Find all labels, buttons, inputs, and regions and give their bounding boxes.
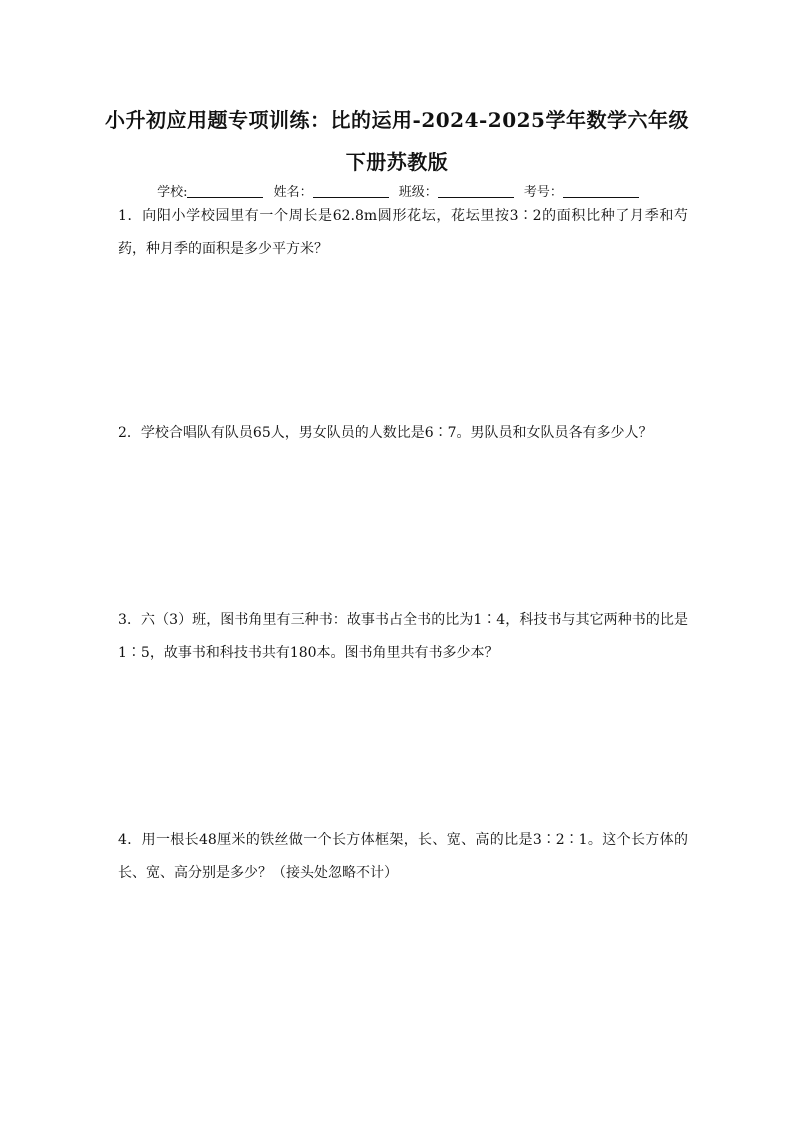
question-2: 2．学校合唱队有队员65人，男女队员的人数比是6∶7。男队员和女队员各有多少人？ — [118, 425, 653, 441]
question-1: 1．向阳小学校园里有一个周长是62.8m圆形花坛，花坛里按3∶2的面积比种了月季和芍药，种月季的面积是多少平方米？ — [118, 208, 688, 257]
exam-number-blank[interactable] — [563, 197, 639, 198]
school-blank[interactable] — [187, 197, 263, 198]
document-title-line-1: 小升初应用题专项训练：比的运用-2024-2025学年数学六年级 — [105, 108, 689, 132]
exam-number-label: 考号： — [523, 185, 563, 200]
student-info-line — [0, 181, 794, 200]
class-label: 班级： — [398, 185, 438, 200]
school-label: 学校: — [157, 185, 188, 200]
name-blank[interactable] — [313, 197, 389, 198]
class-blank[interactable] — [438, 197, 514, 198]
name-label: 姓名： — [273, 185, 313, 200]
document-title-line-2: 下册苏教版 — [345, 150, 449, 174]
question-3: 3．六（3）班，图书角里有三种书：故事书占全书的比为1∶4，科技书与其它两种书的比是1∶5，故事书和科技书共有180本。图书角里共有书多少本？ — [118, 612, 688, 661]
question-4: 4．用一根长48厘米的铁丝做一个长方体框架，长、宽、高的比是3∶2∶1。这个长方体的长、宽、高分别是多少？（接头处忽略不计） — [118, 832, 688, 881]
